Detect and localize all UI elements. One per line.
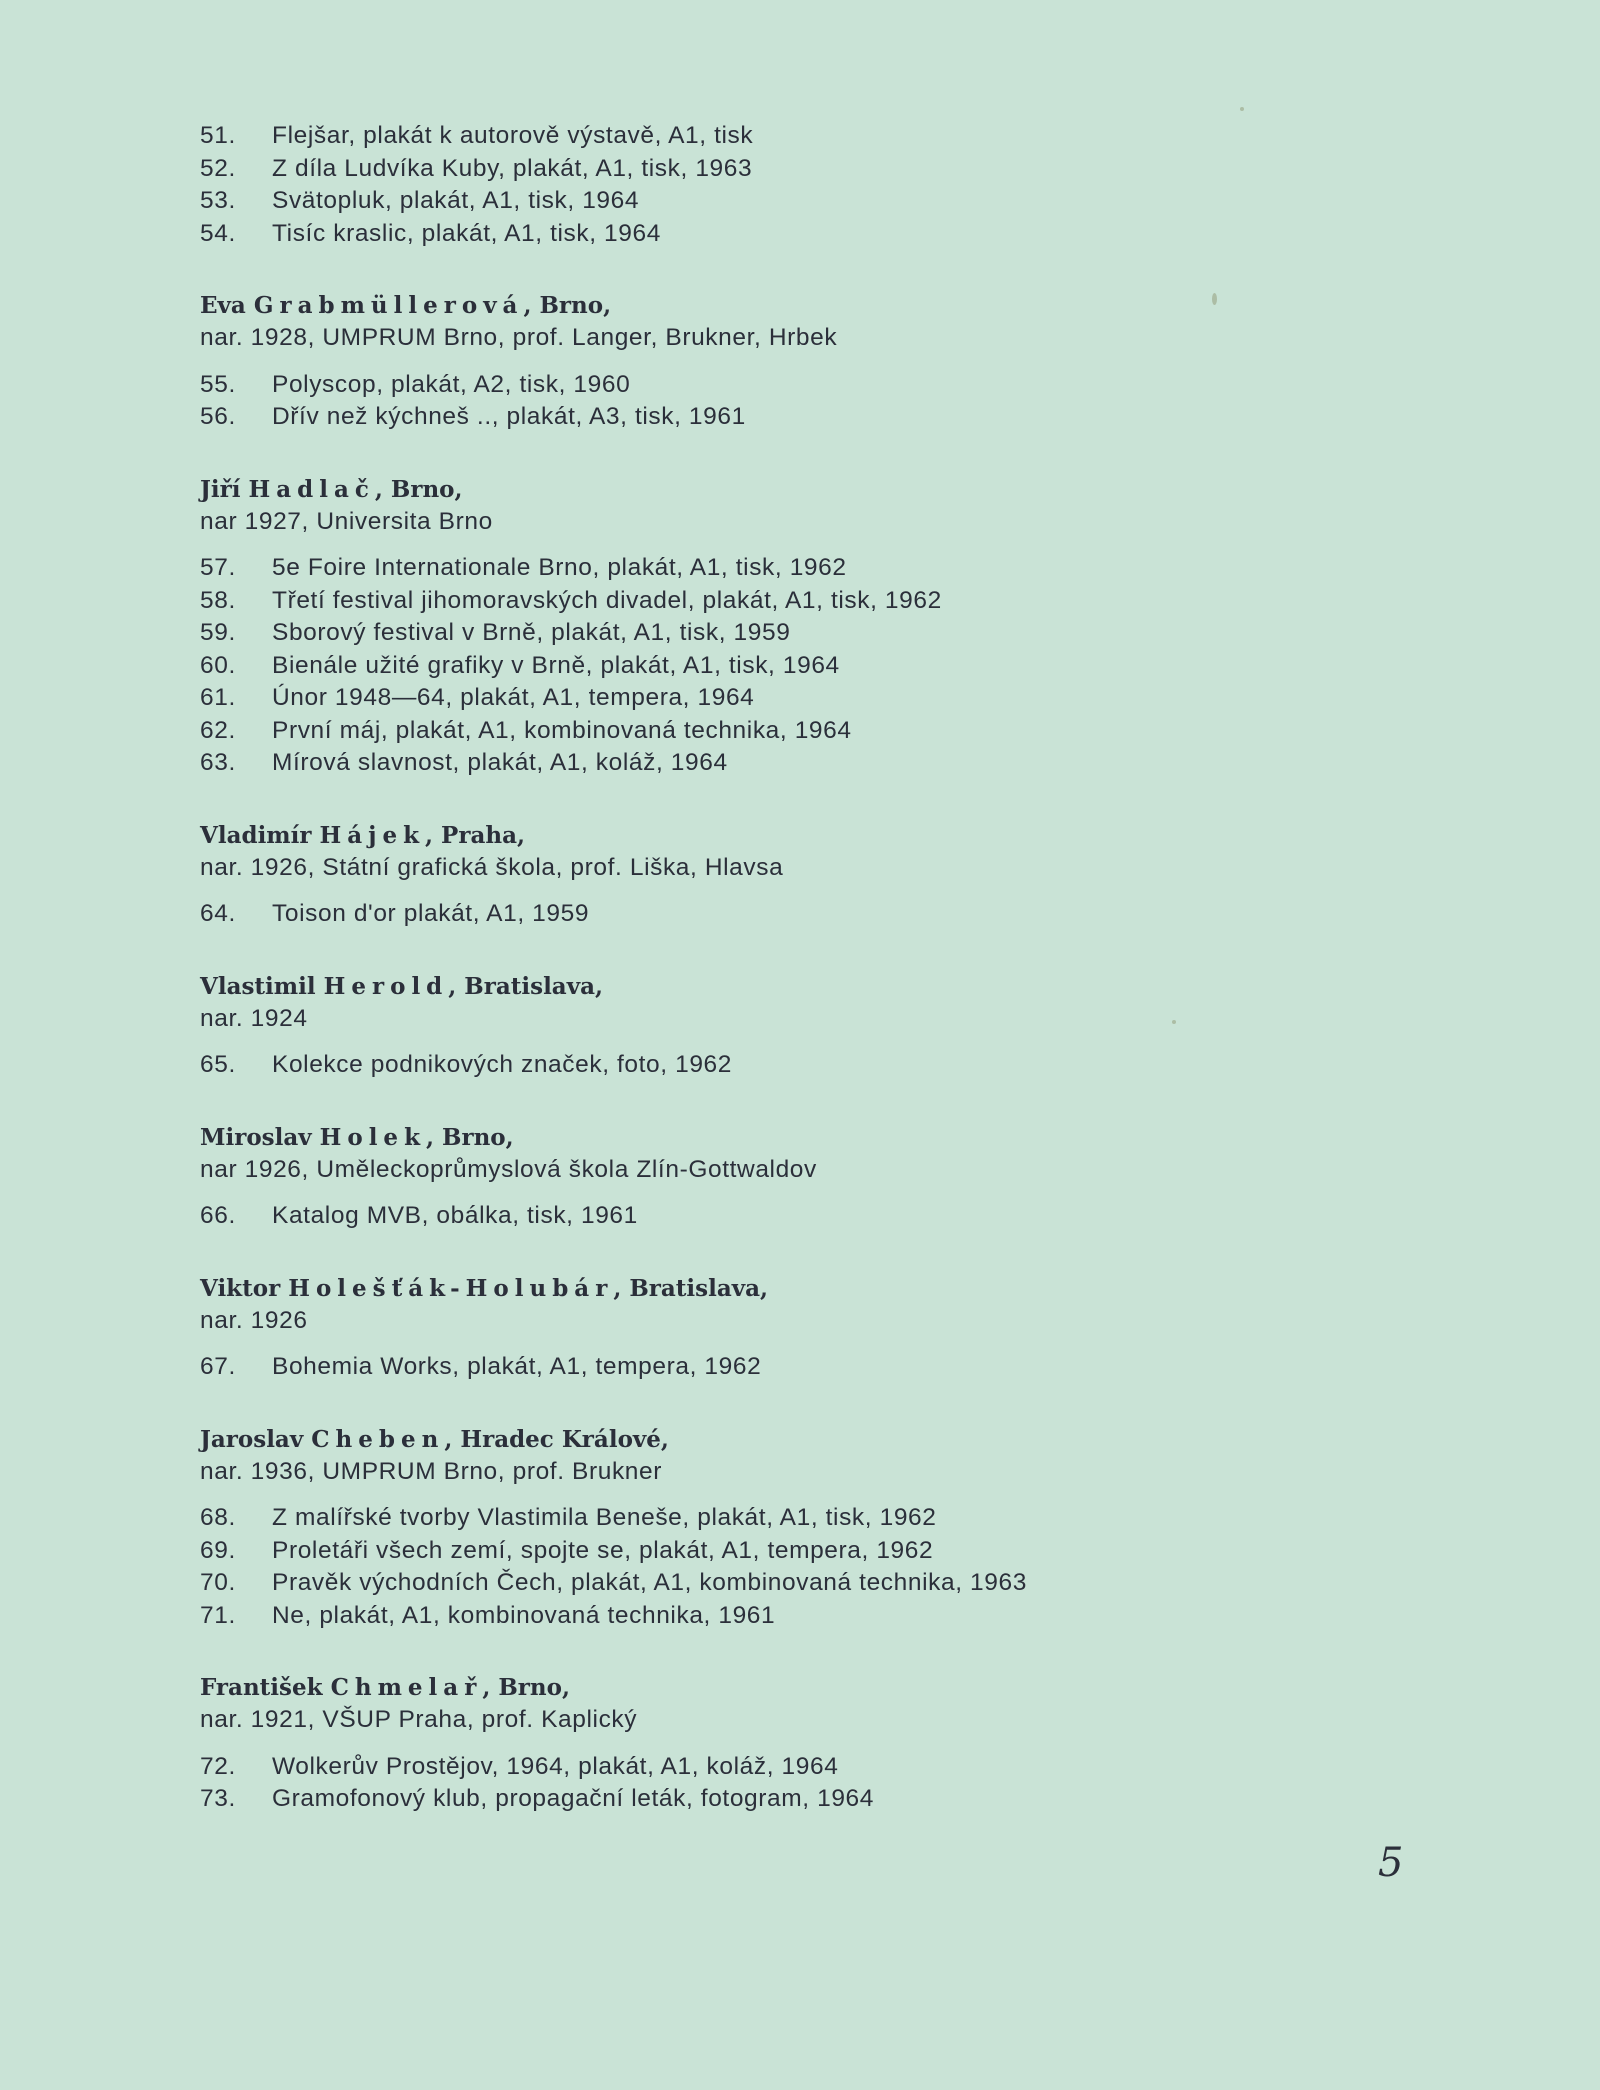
work-title: Dřív než kýchneš .., plakát, A3, tisk, 1961 [272,403,746,430]
artist-info: nar. 1926, Státní grafická škola, prof. Liška, Hlavsa [200,853,784,881]
artist-city: , Brno, [426,1123,514,1151]
artist-name [200,1672,1530,1704]
work-title: Únor 1948—64, plakát, A1, tempera, 1964 [272,684,755,711]
work-title: Tisíc kraslic, plakát, A1, tisk, 1964 [272,219,661,247]
work-item [200,153,1530,186]
artist-surname: Hadlač [248,475,375,503]
work-title: První máj, plakát, A1, kombinovaná technika, 1964 [272,716,852,744]
work-number: 68. [200,1504,236,1531]
artist-info: nar. 1928, UMPRUM Brno, prof. Langer, Brukner, Hrbek [200,324,838,351]
work-number: 53. [200,187,236,214]
artist-entry [200,1672,1530,1816]
artist-city: , Brno, [374,475,463,503]
work-number: 66. [200,1202,236,1229]
work-item [200,617,1530,650]
artist-surname: Cheben [311,1425,445,1453]
artist-city: , Bratislava, [613,1274,769,1302]
work-number: 51. [200,122,236,149]
paper-speck [1172,1020,1176,1024]
work-item [200,401,1530,434]
artist-name [200,1273,1530,1305]
artist-first-name: Miroslav [200,1123,312,1151]
work-number: 60. [200,651,236,679]
work-title: Ne, plakát, A1, kombinovaná technika, 1961 [272,1601,776,1629]
artist-name [200,290,1530,322]
paper-speck [1212,293,1217,305]
work-title: Sborový festival v Brně, plakát, A1, tisk, 1959 [272,619,791,646]
work-title: Z malířské tvorby Vlastimila Beneše, plakát, A1, tisk, 1962 [272,1504,937,1531]
artist-name [200,1122,1530,1154]
artist-works [200,1200,1530,1233]
artist-entry [200,820,1530,931]
work-number: 62. [200,716,236,744]
work-number: 70. [200,1569,236,1596]
work-item [200,747,1530,780]
work-title: Svätopluk, plakát, A1, tisk, 1964 [272,187,640,214]
work-item [200,218,1530,251]
artist-surname: Holek [319,1123,427,1151]
catalog-list [200,120,1530,1816]
artist-surname: Hájek [319,821,426,849]
artist-city: , Bratislava, [448,972,603,1000]
artist-first-name: Viktor [200,1274,281,1302]
artist-surname: Grabmüllerová [253,292,524,319]
work-item [200,552,1530,585]
work-item [200,1535,1530,1568]
artist-info: nar. 1936, UMPRUM Brno, prof. Brukner [200,1457,663,1485]
page-number: 5 [1378,1840,1404,1886]
work-number: 56. [200,403,236,430]
work-title: Mírová slavnost, plakát, A1, koláž, 1964 [272,749,728,776]
artist-entry [200,971,1530,1082]
artist-works [200,1502,1530,1632]
artist-works [200,898,1530,931]
artist-name [200,1424,1530,1456]
artist-works [200,1351,1530,1384]
work-number: 59. [200,619,236,646]
artist-entry [200,1424,1530,1633]
work-number: 73. [200,1785,236,1812]
work-number: 55. [200,370,236,398]
artist-works [200,552,1530,780]
work-item [200,650,1530,683]
artist-name [200,820,1530,852]
work-item [200,682,1530,715]
work-item [200,369,1530,402]
artist-entry [200,1273,1530,1384]
work-item [200,898,1530,931]
work-number: 61. [200,684,236,711]
artist-entry [200,290,1530,434]
work-number: 64. [200,900,236,927]
work-title: Flejšar, plakát k autorově výstavě, A1, tisk [272,122,754,149]
work-number: 52. [200,154,236,182]
work-title: Třetí festival jihomoravských divadel, plakát, A1, tisk, 1962 [272,586,942,614]
intro-works [200,120,1530,250]
work-item [200,1600,1530,1633]
work-title: Bienále užité grafiky v Brně, plakát, A1, tisk, 1964 [272,651,840,679]
artist-info: nar 1927, Universita Brno [200,507,493,535]
artist-info: nar. 1921, VŠUP Praha, prof. Kaplický [200,1706,638,1733]
artist-city: , Brno, [482,1674,570,1701]
artist-city: , Hradec Králové, [444,1425,669,1453]
paper-speck [1240,107,1244,111]
work-title: Polyscop, plakát, A2, tisk, 1960 [272,370,631,398]
work-item [200,1200,1530,1233]
work-item [200,1502,1530,1535]
work-number: 69. [200,1536,236,1564]
work-item [200,715,1530,748]
artist-surname: Herold [323,972,449,1000]
artist-surname: Holešťák-Holubár [288,1274,614,1302]
work-number: 65. [200,1051,236,1078]
work-title: Z díla Ludvíka Kuby, plakát, A1, tisk, 1963 [272,154,753,182]
work-number: 54. [200,219,236,247]
artist-first-name: Vladimír [200,821,312,849]
artist-info: nar. 1924 [200,1004,308,1032]
artist-first-name: Jaroslav [200,1425,304,1453]
work-number: 57. [200,554,236,581]
artist-works [200,369,1530,434]
work-title: Wolkerův Prostějov, 1964, plakát, A1, koláž, 1964 [272,1752,839,1780]
work-number: 72. [200,1752,236,1780]
work-item [200,1783,1530,1816]
artist-info: nar 1926, Uměleckoprůmyslová škola Zlín-Gottwaldov [200,1155,817,1183]
work-item [200,120,1530,153]
work-item [200,585,1530,618]
work-number: 63. [200,749,236,776]
work-title: Toison d'or plakát, A1, 1959 [272,900,590,927]
artist-name [200,474,1530,506]
work-number: 58. [200,586,236,614]
work-item [200,1049,1530,1082]
work-item [200,1751,1530,1784]
work-title: Gramofonový klub, propagační leták, fotogram, 1964 [272,1785,874,1812]
artist-first-name: František [200,1674,323,1701]
artist-name [200,971,1530,1003]
artist-works [200,1751,1530,1816]
work-number: 67. [200,1353,236,1380]
artist-entry [200,1122,1530,1233]
artist-city: , Brno, [523,292,612,319]
artist-city: , Praha, [425,821,526,849]
artist-first-name: Eva [200,292,246,319]
work-number: 71. [200,1601,236,1629]
artist-first-name: Jiří [200,475,241,503]
work-item [200,1567,1530,1600]
work-title: Kolekce podnikových značek, foto, 1962 [272,1051,732,1078]
artist-entry [200,474,1530,780]
work-title: Katalog MVB, obálka, tisk, 1961 [272,1202,638,1229]
work-title: Bohemia Works, plakát, A1, tempera, 1962 [272,1353,762,1380]
work-title: 5e Foire Internationale Brno, plakát, A1, tisk, 1962 [272,554,847,581]
work-item [200,185,1530,218]
artist-info: nar. 1926 [200,1306,308,1334]
work-item [200,1351,1530,1384]
work-title: Proletáři všech zemí, spojte se, plakát, A1, tempera, 1962 [272,1536,934,1564]
work-title: Pravěk východních Čech, plakát, A1, kombinovaná technika, 1963 [272,1569,1027,1596]
artist-first-name: Vlastimil [200,972,316,1000]
artist-surname: Chmelař [330,1674,483,1701]
artist-works [200,1049,1530,1082]
